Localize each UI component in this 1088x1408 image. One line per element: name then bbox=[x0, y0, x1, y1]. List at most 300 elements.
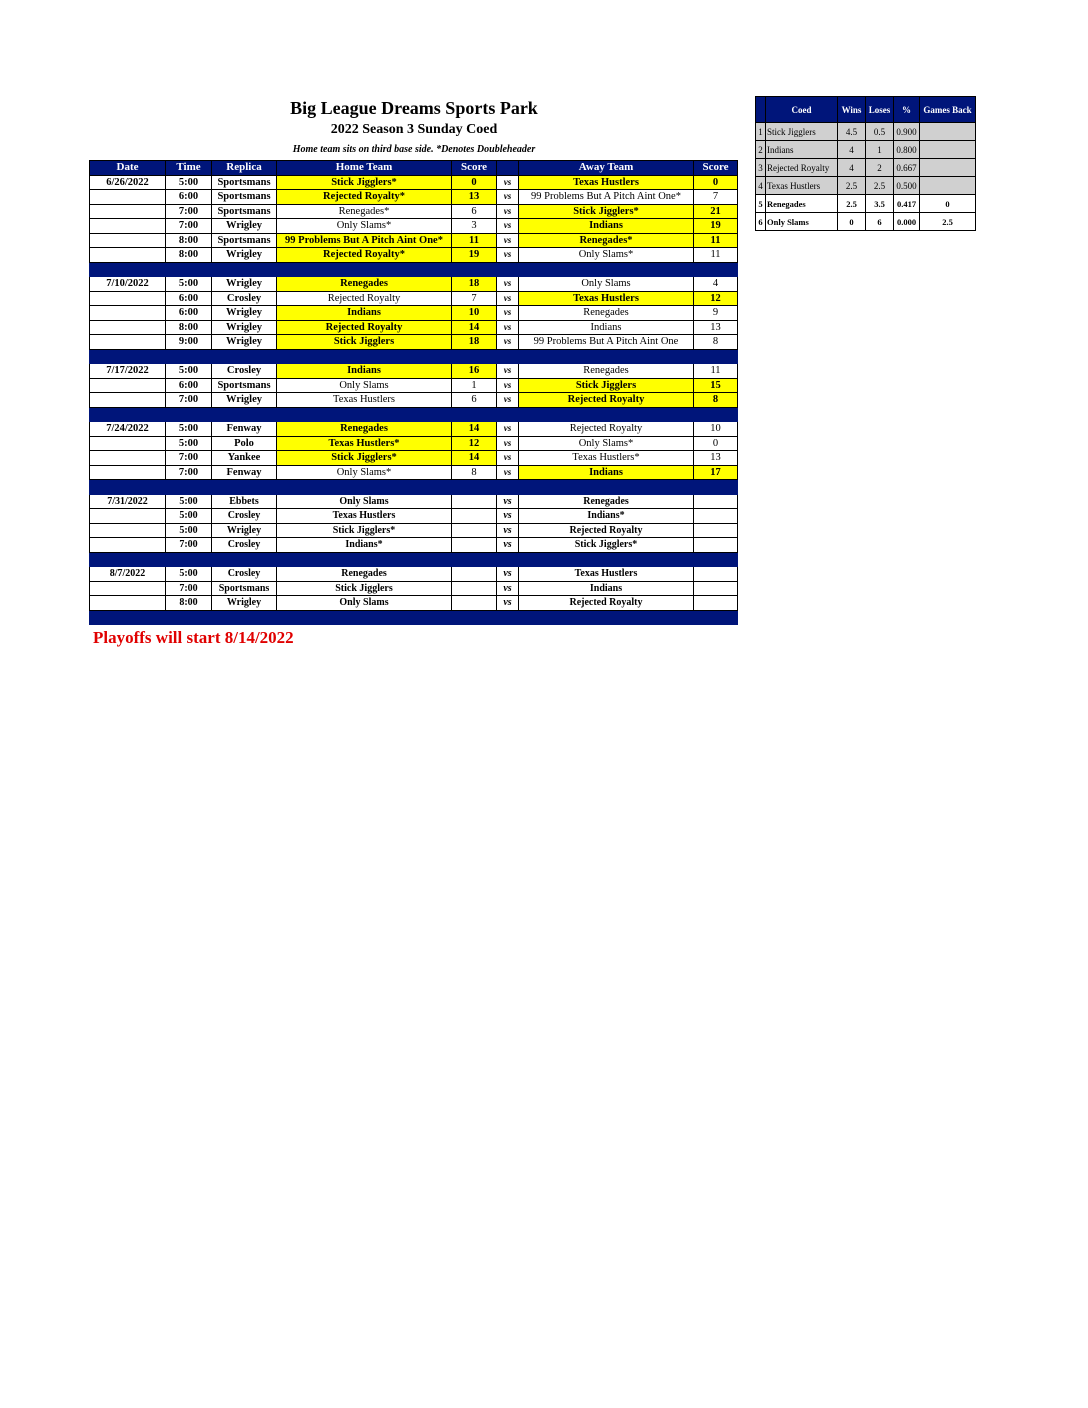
separator-cell bbox=[212, 552, 277, 567]
game-date bbox=[90, 291, 166, 306]
standings-header-coed: Coed bbox=[766, 97, 838, 123]
col-header-replica: Replica bbox=[212, 161, 277, 176]
separator-cell bbox=[212, 262, 277, 277]
col-header-home-team: Home Team bbox=[277, 161, 452, 176]
standings-loses: 0.5 bbox=[866, 123, 894, 141]
game-row bbox=[90, 204, 738, 219]
schedule-table bbox=[89, 160, 738, 625]
vs-label: vs bbox=[497, 190, 519, 205]
game-date: 6/26/2022 bbox=[90, 175, 166, 190]
separator-cell bbox=[694, 552, 738, 567]
standings-header-loses: Loses bbox=[866, 97, 894, 123]
separator-cell bbox=[452, 262, 497, 277]
game-field: Wrigley bbox=[212, 277, 277, 292]
away-score bbox=[694, 494, 738, 509]
game-row bbox=[90, 422, 738, 437]
away-score: 13 bbox=[694, 451, 738, 466]
away-score: 9 bbox=[694, 306, 738, 321]
separator-cell bbox=[694, 349, 738, 364]
game-field: Yankee bbox=[212, 451, 277, 466]
home-team: Indians* bbox=[277, 538, 452, 553]
separator-cell bbox=[497, 610, 519, 625]
away-score bbox=[694, 538, 738, 553]
standings-pct: 0.900 bbox=[894, 123, 920, 141]
col-header-vs bbox=[497, 161, 519, 176]
home-score: 1 bbox=[452, 378, 497, 393]
home-score bbox=[452, 509, 497, 524]
separator-cell bbox=[497, 349, 519, 364]
game-date bbox=[90, 523, 166, 538]
game-row bbox=[90, 277, 738, 292]
standings-wins: 4 bbox=[838, 141, 866, 159]
game-date bbox=[90, 190, 166, 205]
game-date bbox=[90, 335, 166, 350]
game-date: 8/7/2022 bbox=[90, 567, 166, 582]
game-field: Sportsmans bbox=[212, 175, 277, 190]
vs-label: vs bbox=[497, 523, 519, 538]
vs-label: vs bbox=[497, 451, 519, 466]
home-score: 7 bbox=[452, 291, 497, 306]
week-separator-row bbox=[90, 552, 738, 567]
game-row bbox=[90, 494, 738, 509]
separator-cell bbox=[166, 552, 212, 567]
game-date bbox=[90, 204, 166, 219]
week-separator-row bbox=[90, 480, 738, 495]
separator-cell bbox=[694, 262, 738, 277]
game-row bbox=[90, 190, 738, 205]
standings-wins: 2.5 bbox=[838, 177, 866, 195]
standings-games-back: 2.5 bbox=[920, 213, 976, 231]
away-score: 4 bbox=[694, 277, 738, 292]
game-time: 7:00 bbox=[166, 204, 212, 219]
away-team: Stick Jigglers bbox=[519, 378, 694, 393]
home-score: 13 bbox=[452, 190, 497, 205]
game-time: 6:00 bbox=[166, 190, 212, 205]
away-team: Texas Hustlers bbox=[519, 291, 694, 306]
game-time: 8:00 bbox=[166, 320, 212, 335]
game-date bbox=[90, 306, 166, 321]
game-field: Crosley bbox=[212, 364, 277, 379]
separator-cell bbox=[519, 552, 694, 567]
game-time: 5:00 bbox=[166, 494, 212, 509]
away-team: Rejected Royalty bbox=[519, 523, 694, 538]
home-team: Rejected Royalty* bbox=[277, 248, 452, 263]
game-field: Fenway bbox=[212, 465, 277, 480]
separator-cell bbox=[166, 349, 212, 364]
separator-cell bbox=[90, 407, 166, 422]
separator-cell bbox=[277, 480, 452, 495]
standings-rank: 1 bbox=[756, 123, 766, 141]
away-team: Stick Jigglers* bbox=[519, 538, 694, 553]
separator-cell bbox=[212, 349, 277, 364]
home-team: Stick Jigglers bbox=[277, 581, 452, 596]
game-row bbox=[90, 364, 738, 379]
standings-team: Texas Hustlers bbox=[766, 177, 838, 195]
game-field: Sportsmans bbox=[212, 190, 277, 205]
home-score: 19 bbox=[452, 248, 497, 263]
away-score bbox=[694, 596, 738, 611]
away-score: 11 bbox=[694, 364, 738, 379]
vs-label: vs bbox=[497, 233, 519, 248]
game-field: Wrigley bbox=[212, 219, 277, 234]
separator-cell bbox=[452, 349, 497, 364]
vs-label: vs bbox=[497, 204, 519, 219]
standings-loses: 3.5 bbox=[866, 195, 894, 213]
schedule-header-row bbox=[90, 161, 738, 176]
game-time: 5:00 bbox=[166, 509, 212, 524]
vs-label: vs bbox=[497, 509, 519, 524]
game-field: Wrigley bbox=[212, 523, 277, 538]
away-score: 10 bbox=[694, 422, 738, 437]
game-date bbox=[90, 581, 166, 596]
game-time: 9:00 bbox=[166, 335, 212, 350]
game-date bbox=[90, 509, 166, 524]
away-score bbox=[694, 567, 738, 582]
separator-cell bbox=[694, 610, 738, 625]
game-time: 6:00 bbox=[166, 378, 212, 393]
away-team: Renegades bbox=[519, 306, 694, 321]
home-score: 18 bbox=[452, 335, 497, 350]
home-team: Only Slams bbox=[277, 596, 452, 611]
home-team: Rejected Royalty bbox=[277, 320, 452, 335]
separator-cell bbox=[519, 610, 694, 625]
away-team: Renegades bbox=[519, 494, 694, 509]
game-row bbox=[90, 175, 738, 190]
home-score: 12 bbox=[452, 436, 497, 451]
standings-wins: 0 bbox=[838, 213, 866, 231]
week-separator-row bbox=[90, 349, 738, 364]
standings-loses: 2.5 bbox=[866, 177, 894, 195]
game-date bbox=[90, 233, 166, 248]
game-date: 7/10/2022 bbox=[90, 277, 166, 292]
separator-cell bbox=[519, 349, 694, 364]
vs-label: vs bbox=[497, 581, 519, 596]
away-team: Indians bbox=[519, 581, 694, 596]
game-time: 5:00 bbox=[166, 364, 212, 379]
game-date bbox=[90, 596, 166, 611]
game-row bbox=[90, 291, 738, 306]
home-team: Stick Jigglers* bbox=[277, 523, 452, 538]
standings-header-pct: % bbox=[894, 97, 920, 123]
game-time: 5:00 bbox=[166, 277, 212, 292]
game-row bbox=[90, 320, 738, 335]
week-separator-row bbox=[90, 610, 738, 625]
vs-label: vs bbox=[497, 596, 519, 611]
standings-wins: 4 bbox=[838, 159, 866, 177]
home-team: Only Slams* bbox=[277, 219, 452, 234]
separator-cell bbox=[166, 407, 212, 422]
separator-cell bbox=[90, 262, 166, 277]
away-team: Indians* bbox=[519, 509, 694, 524]
game-time: 7:00 bbox=[166, 465, 212, 480]
standings-header-rank bbox=[756, 97, 766, 123]
standings-team: Rejected Royalty bbox=[766, 159, 838, 177]
standings-pct: 0.667 bbox=[894, 159, 920, 177]
week-separator-row bbox=[90, 262, 738, 277]
game-date bbox=[90, 436, 166, 451]
away-score: 0 bbox=[694, 436, 738, 451]
vs-label: vs bbox=[497, 364, 519, 379]
standings-games-back bbox=[920, 141, 976, 159]
game-field: Wrigley bbox=[212, 248, 277, 263]
standings-pct: 0.417 bbox=[894, 195, 920, 213]
away-team: Texas Hustlers bbox=[519, 567, 694, 582]
away-team: Renegades* bbox=[519, 233, 694, 248]
away-score: 15 bbox=[694, 378, 738, 393]
col-header-away-team: Away Team bbox=[519, 161, 694, 176]
game-field: Crosley bbox=[212, 567, 277, 582]
home-team: Renegades bbox=[277, 277, 452, 292]
home-team: Renegades bbox=[277, 567, 452, 582]
standings-games-back bbox=[920, 123, 976, 141]
game-time: 8:00 bbox=[166, 248, 212, 263]
away-team: 99 Problems But A Pitch Aint One* bbox=[519, 190, 694, 205]
away-score: 13 bbox=[694, 320, 738, 335]
home-team: Texas Hustlers* bbox=[277, 436, 452, 451]
separator-cell bbox=[519, 262, 694, 277]
standings-row bbox=[756, 159, 976, 177]
standings-rank: 2 bbox=[756, 141, 766, 159]
vs-label: vs bbox=[497, 291, 519, 306]
standings-rank: 4 bbox=[756, 177, 766, 195]
away-team: Rejected Royalty bbox=[519, 422, 694, 437]
home-team: Texas Hustlers bbox=[277, 393, 452, 408]
game-date bbox=[90, 248, 166, 263]
week-separator-row bbox=[90, 407, 738, 422]
standings-header-wins: Wins bbox=[838, 97, 866, 123]
away-team: Texas Hustlers* bbox=[519, 451, 694, 466]
game-date bbox=[90, 538, 166, 553]
vs-label: vs bbox=[497, 335, 519, 350]
home-score: 8 bbox=[452, 465, 497, 480]
separator-cell bbox=[497, 552, 519, 567]
game-date bbox=[90, 451, 166, 466]
home-team: Indians bbox=[277, 364, 452, 379]
game-field: Wrigley bbox=[212, 320, 277, 335]
away-team: Stick Jigglers* bbox=[519, 204, 694, 219]
home-score: 14 bbox=[452, 451, 497, 466]
standings-team: Stick Jigglers bbox=[766, 123, 838, 141]
game-row bbox=[90, 581, 738, 596]
home-team: Only Slams* bbox=[277, 465, 452, 480]
separator-cell bbox=[212, 407, 277, 422]
home-team: Only Slams bbox=[277, 378, 452, 393]
home-team: Stick Jigglers* bbox=[277, 175, 452, 190]
separator-cell bbox=[90, 552, 166, 567]
separator-cell bbox=[277, 262, 452, 277]
home-score bbox=[452, 581, 497, 596]
standings-team: Renegades bbox=[766, 195, 838, 213]
vs-label: vs bbox=[497, 320, 519, 335]
separator-cell bbox=[497, 407, 519, 422]
game-date: 7/24/2022 bbox=[90, 422, 166, 437]
standings-loses: 1 bbox=[866, 141, 894, 159]
separator-cell bbox=[166, 262, 212, 277]
vs-label: vs bbox=[497, 277, 519, 292]
game-field: Fenway bbox=[212, 422, 277, 437]
game-row bbox=[90, 596, 738, 611]
separator-cell bbox=[519, 407, 694, 422]
game-row bbox=[90, 465, 738, 480]
standings-team: Indians bbox=[766, 141, 838, 159]
away-team: Indians bbox=[519, 465, 694, 480]
home-score bbox=[452, 567, 497, 582]
home-score: 18 bbox=[452, 277, 497, 292]
game-date bbox=[90, 393, 166, 408]
standings-rank: 6 bbox=[756, 213, 766, 231]
home-team: Only Slams bbox=[277, 494, 452, 509]
home-team: Stick Jigglers bbox=[277, 335, 452, 350]
game-field: Ebbets bbox=[212, 494, 277, 509]
vs-label: vs bbox=[497, 306, 519, 321]
standings-wins: 2.5 bbox=[838, 195, 866, 213]
home-score: 14 bbox=[452, 320, 497, 335]
home-score bbox=[452, 523, 497, 538]
vs-label: vs bbox=[497, 494, 519, 509]
standings-pct: 0.800 bbox=[894, 141, 920, 159]
game-row bbox=[90, 378, 738, 393]
game-date: 7/31/2022 bbox=[90, 494, 166, 509]
away-team: Rejected Royalty bbox=[519, 393, 694, 408]
vs-label: vs bbox=[497, 248, 519, 263]
home-team: 99 Problems But A Pitch Aint One* bbox=[277, 233, 452, 248]
game-row bbox=[90, 509, 738, 524]
separator-cell bbox=[694, 480, 738, 495]
separator-cell bbox=[452, 552, 497, 567]
separator-cell bbox=[212, 480, 277, 495]
separator-cell bbox=[90, 349, 166, 364]
separator-cell bbox=[90, 480, 166, 495]
home-score: 0 bbox=[452, 175, 497, 190]
away-score: 12 bbox=[694, 291, 738, 306]
game-field: Crosley bbox=[212, 538, 277, 553]
game-time: 5:00 bbox=[166, 422, 212, 437]
standings-header-games-back: Games Back bbox=[920, 97, 976, 123]
separator-cell bbox=[452, 480, 497, 495]
col-header-date: Date bbox=[90, 161, 166, 176]
away-team: Texas Hustlers bbox=[519, 175, 694, 190]
game-row bbox=[90, 538, 738, 553]
away-score: 7 bbox=[694, 190, 738, 205]
game-time: 5:00 bbox=[166, 567, 212, 582]
game-time: 8:00 bbox=[166, 596, 212, 611]
standings-row bbox=[756, 141, 976, 159]
separator-cell bbox=[277, 349, 452, 364]
game-date bbox=[90, 219, 166, 234]
home-score: 11 bbox=[452, 233, 497, 248]
page-title: Big League Dreams Sports Park bbox=[290, 98, 538, 118]
separator-cell bbox=[212, 610, 277, 625]
separator-cell bbox=[166, 610, 212, 625]
game-field: Wrigley bbox=[212, 393, 277, 408]
away-score: 21 bbox=[694, 204, 738, 219]
home-team: Renegades bbox=[277, 422, 452, 437]
game-time: 7:00 bbox=[166, 581, 212, 596]
game-row bbox=[90, 567, 738, 582]
away-score: 11 bbox=[694, 248, 738, 263]
standings-row bbox=[756, 177, 976, 195]
home-team: Texas Hustlers bbox=[277, 509, 452, 524]
game-row bbox=[90, 335, 738, 350]
vs-label: vs bbox=[497, 393, 519, 408]
separator-cell bbox=[497, 480, 519, 495]
away-team: Rejected Royalty bbox=[519, 596, 694, 611]
game-row bbox=[90, 451, 738, 466]
home-score bbox=[452, 494, 497, 509]
separator-cell bbox=[277, 407, 452, 422]
col-header-away-score: Score bbox=[694, 161, 738, 176]
home-score bbox=[452, 538, 497, 553]
game-time: 7:00 bbox=[166, 393, 212, 408]
game-row bbox=[90, 523, 738, 538]
home-score: 6 bbox=[452, 393, 497, 408]
away-score: 8 bbox=[694, 335, 738, 350]
home-score bbox=[452, 596, 497, 611]
game-time: 5:00 bbox=[166, 175, 212, 190]
home-team: Stick Jigglers* bbox=[277, 451, 452, 466]
away-team: 99 Problems But A Pitch Aint One bbox=[519, 335, 694, 350]
home-score: 16 bbox=[452, 364, 497, 379]
standings-rank: 5 bbox=[756, 195, 766, 213]
separator-cell bbox=[519, 480, 694, 495]
home-team: Rejected Royalty bbox=[277, 291, 452, 306]
game-time: 6:00 bbox=[166, 291, 212, 306]
standings-row bbox=[756, 213, 976, 231]
away-team: Indians bbox=[519, 219, 694, 234]
game-field: Polo bbox=[212, 436, 277, 451]
game-row bbox=[90, 219, 738, 234]
game-row bbox=[90, 436, 738, 451]
game-row bbox=[90, 306, 738, 321]
standings-loses: 6 bbox=[866, 213, 894, 231]
game-field: Wrigley bbox=[212, 596, 277, 611]
separator-cell bbox=[277, 552, 452, 567]
game-field: Sportsmans bbox=[212, 204, 277, 219]
separator-cell bbox=[694, 407, 738, 422]
standings-pct: 0.000 bbox=[894, 213, 920, 231]
game-field: Sportsmans bbox=[212, 581, 277, 596]
away-team: Only Slams* bbox=[519, 248, 694, 263]
home-team: Indians bbox=[277, 306, 452, 321]
home-score: 6 bbox=[452, 204, 497, 219]
vs-label: vs bbox=[497, 219, 519, 234]
standings-row bbox=[756, 123, 976, 141]
separator-cell bbox=[90, 610, 166, 625]
away-score bbox=[694, 509, 738, 524]
away-score: 17 bbox=[694, 465, 738, 480]
page-subtitle: 2022 Season 3 Sunday Coed bbox=[330, 122, 498, 137]
game-time: 7:00 bbox=[166, 219, 212, 234]
standings-pct: 0.500 bbox=[894, 177, 920, 195]
vs-label: vs bbox=[497, 567, 519, 582]
vs-label: vs bbox=[497, 436, 519, 451]
game-field: Sportsmans bbox=[212, 233, 277, 248]
playoffs-notice: Playoffs will start 8/14/2022 bbox=[93, 628, 294, 647]
away-score bbox=[694, 581, 738, 596]
schedule-note: Home team sits on third base side. *Denotes Doubleheader bbox=[292, 144, 536, 155]
separator-cell bbox=[452, 407, 497, 422]
game-date: 7/17/2022 bbox=[90, 364, 166, 379]
away-score bbox=[694, 523, 738, 538]
vs-label: vs bbox=[497, 422, 519, 437]
game-field: Crosley bbox=[212, 291, 277, 306]
standings-wins: 4.5 bbox=[838, 123, 866, 141]
game-field: Sportsmans bbox=[212, 378, 277, 393]
standings-loses: 2 bbox=[866, 159, 894, 177]
away-score: 8 bbox=[694, 393, 738, 408]
standings-header-row bbox=[756, 97, 976, 123]
home-score: 3 bbox=[452, 219, 497, 234]
